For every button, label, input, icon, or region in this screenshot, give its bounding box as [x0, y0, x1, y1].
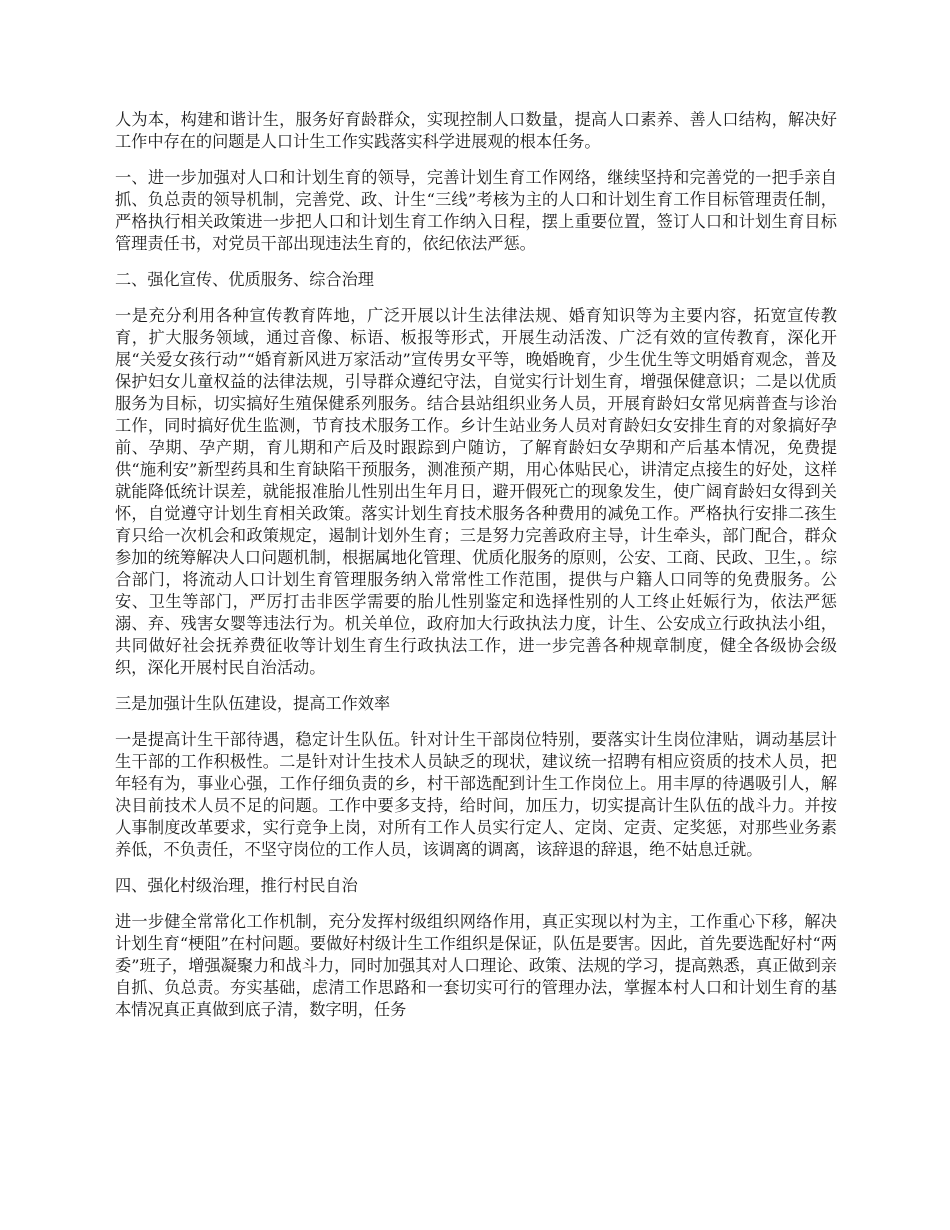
section-heading-4: 四、强化村级治理，推行村民自治 [115, 876, 358, 895]
paragraph-intro: 人为本，构建和谐计生，服务好育龄群众，实现控制人口数量，提高人口素养、善人口结构，解决好工作中存在的问题是人口计生工作实践落实科学进展观的根本任务。 [115, 110, 837, 151]
section-heading-2: 二、强化宣传、优质服务、综合治理 [115, 270, 374, 289]
paragraph-section-2: 一是充分利用各种宣传教育阵地，广泛开展以计生法律法规、婚育知识等为主要内容，拓宽宣传教育，扩大服务领域，通过音像、标语、板报等形式，开展生动活泼、广泛有效的宣传教育，深化开展“关爱女孩行动”“婚育新风进万家活动”宣传男女平等，晚婚晚育，少生优生等文明婚育观念，普及保护妇女儿童权益的法律法规，引导群众遵纪守法，自觉实行计划生育，增强保健意识；二是以优质服务为目标，切实搞好生殖保健系列服务。结合县站组织业务人员，开展育龄妇女常见病普查与诊治工作，同时搞好优生监测，节育技术服务工作。乡计生站业务人员对育龄妇女安排生育的对象搞好孕前、孕期、孕产期，育儿期和产后及时跟踪到户随访，了解育龄妇女孕期和产后基本情况，免费提供“施利安”新型药具和生育缺陷干预服务，测准预产期，用心体贴民心，讲清定点接生的好处，这样就能降低统计误差，就能报准胎儿性别出生年月日，避开假死亡的现象发生，使广阔育龄妇女得到关怀，自觉遵守计划生育相关政策。落实计划生育技术服务各种费用的减免工作。严格执行安排二孩生育只给一次机会和政策规定，遏制计划外生育；三是努力完善政府主导，计生牵头，部门配合，群众参加的统筹解决人口问题机制，根据属地化管理、优质化服务的原则，公安、工商、民政、卫生，。综合部门，将流动人口计划生育管理服务纳入常常性工作范围，提供与户籍人口同等的免费服务。公安、卫生等部门，严厉打击非医学需要的胎儿性别鉴定和选择性别的人工终止妊娠行为，依法严惩溺、弃、残害女婴等违法行为。机关单位，政府加大行政执法力度，计生、公安成立行政执法小组，共同做好社会抚养费征收等计划生育生行政执法工作，进一步完善各种规章制度，健全各级协会级织，深化开展村民自治活动。 [115, 306, 837, 677]
document-page [115, 109, 837, 1035]
section-heading-3: 三是加强计生队伍建设，提高工作效率 [115, 694, 391, 713]
paragraph-section-4: 进一步健全常常化工作机制，充分发挥村级组织网络作用，真正实现以村为主，工作重心下移，解决计划生育“梗阻”在村问题。要做好村级计生工作组织是保证，队伍是要害。因此，首先要选配好村“两委”班子，增强凝聚力和战斗力，同时加强其对人口理论、政策、法规的学习，提高熟悉，真正做到亲自抓、负总责。夯实基础，虑清工作思路和一套切实可行的管理办法，掌握本村人口和计划生育的基本情况真正真做到底子清，数字明，任务 [115, 912, 837, 1019]
paragraph-section-1: 一、进一步加强对人口和计划生育的领导，完善计划生育工作网络，继续坚持和完善党的一把手亲自抓、负总责的领导机制，完善党、政、计生“三线”考核为主的人口和计划生育工作目标管理责任制，严格执行相关政策进一步把人口和计划生育工作纳入日程，摆上重要位置，签订人口和计划生育目标管理责任书，对党员干部出现违法生育的，依纪依法严惩。 [115, 168, 837, 253]
paragraph-section-3: 一是提高计生干部待遇，稳定计生队伍。针对计生干部岗位特别，要落实计生岗位津贴，调动基层计生干部的工作积极性。二是针对计生技术人员缺乏的现状，建议统一招聘有相应资质的技术人员，把年轻有为，事业心强，工作仔细负责的乡，村干部选配到计生工作岗位上。用丰厚的待遇吸引人，解决目前技术人员不足的问题。工作中要多支持，给时间，加压力，切实提高计生队伍的战斗力。并按人事制度改革要求，实行竞争上岗，对所有工作人员实行定人、定岗、定责、定奖惩，对那些业务素养低，不负责任，不坚守岗位的工作人员，该调离的调离，该辞退的辞退，绝不姑息迁就。 [115, 730, 837, 859]
